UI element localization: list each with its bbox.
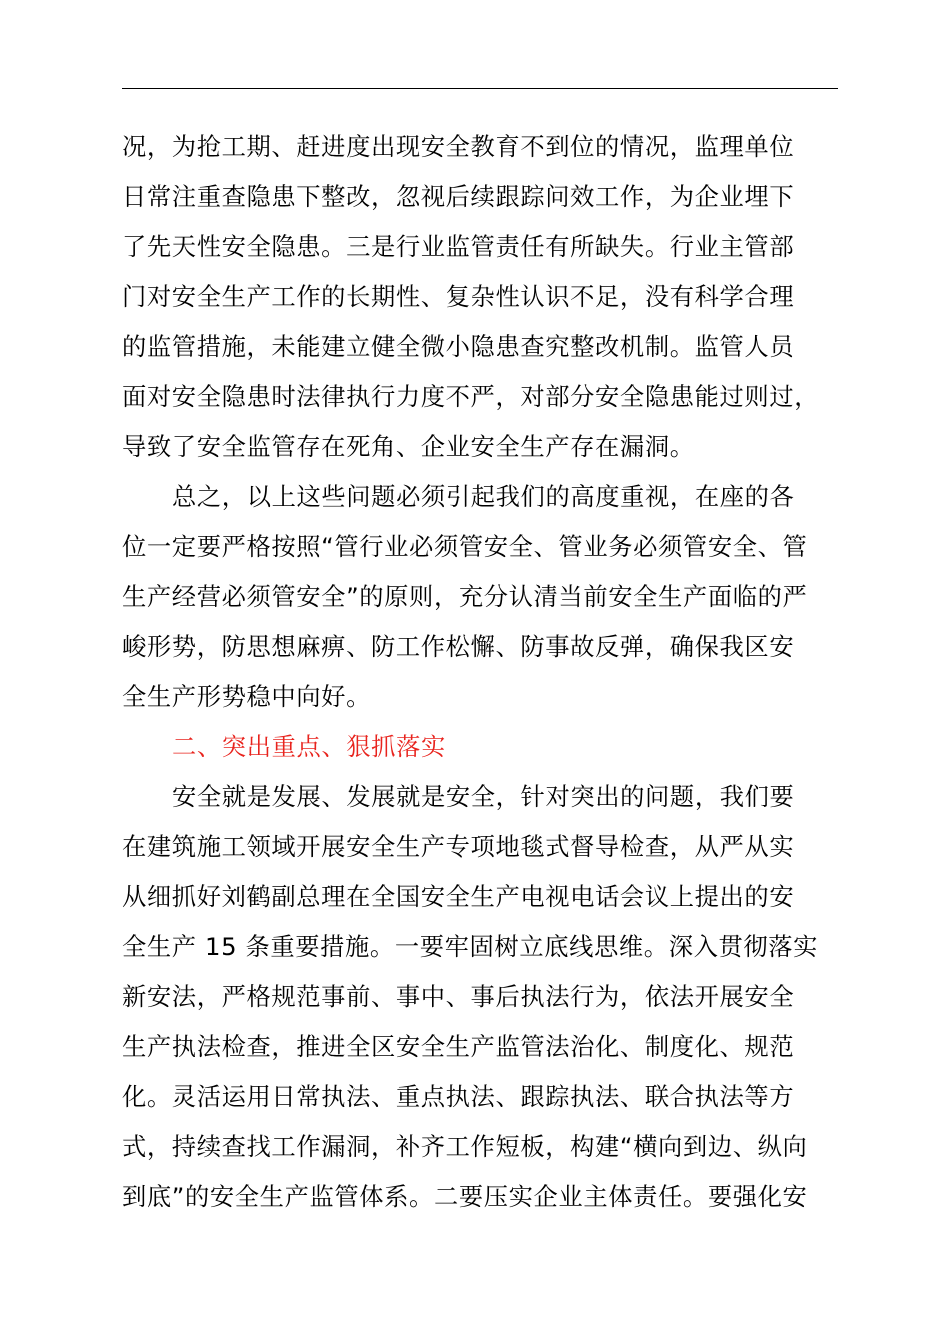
text-line: 到底”的安全生产监管体系。二要压实企业主体责任。要强化安 (122, 1182, 808, 1211)
text-line: 式，持续查找工作漏洞，补齐工作短板，构建“横向到边、纵向 (122, 1132, 808, 1161)
text-line: 从细抓好刘鹤副总理在全国安全生产电视电话会议上提出的安 (122, 882, 795, 911)
header-rule (122, 88, 838, 89)
text-line: 生产经营必须管安全”的原则，充分认清当前安全生产面临的严 (122, 582, 808, 611)
text-line: 日常注重查隐患下整改，忽视后续跟踪问效工作，为企业埋下 (122, 182, 795, 211)
text-line: 新安法，严格规范事前、事中、事后执法行为，依法开展安全 (122, 982, 795, 1011)
text-line: 生产执法检查，推进全区安全生产监管法治化、制度化、规范 (122, 1032, 795, 1061)
text-line: 全生产 15 条重要措施。一要牢固树立底线思维。深入贯彻落实 (122, 932, 819, 961)
text-line: 的监管措施，未能建立健全微小隐患查究整改机制。监管人员 (122, 332, 795, 361)
paragraph-first-line: 总之，以上这些问题必须引起我们的高度重视，在座的各 (172, 482, 795, 511)
text-line: 峻形势，防思想麻痹、防工作松懈、防事故反弹，确保我区安 (122, 632, 795, 661)
section-heading: 二、突出重点、狠抓落实 (172, 732, 446, 761)
text-line: 全生产形势稳中向好。 (122, 682, 371, 711)
text-line: 况，为抢工期、赶进度出现安全教育不到位的情况，监理单位 (122, 132, 795, 161)
text-line: 化。灵活运用日常执法、重点执法、跟踪执法、联合执法等方 (122, 1082, 795, 1111)
paragraph-first-line: 安全就是发展、发展就是安全，针对突出的问题，我们要 (172, 782, 795, 811)
text-line: 在建筑施工领域开展安全生产专项地毯式督导检查，从严从实 (122, 832, 795, 861)
text-line: 导致了安全监管存在死角、企业安全生产存在漏洞。 (122, 432, 695, 461)
text-line: 面对安全隐患时法律执行力度不严，对部分安全隐患能过则过， (122, 382, 820, 411)
text-line: 了先天性安全隐患。三是行业监管责任有所缺失。行业主管部 (122, 232, 795, 261)
text-line: 位一定要严格按照“管行业必须管安全、管业务必须管安全、管 (122, 532, 808, 561)
text-line: 门对安全生产工作的长期性、复杂性认识不足，没有科学合理 (122, 282, 795, 311)
